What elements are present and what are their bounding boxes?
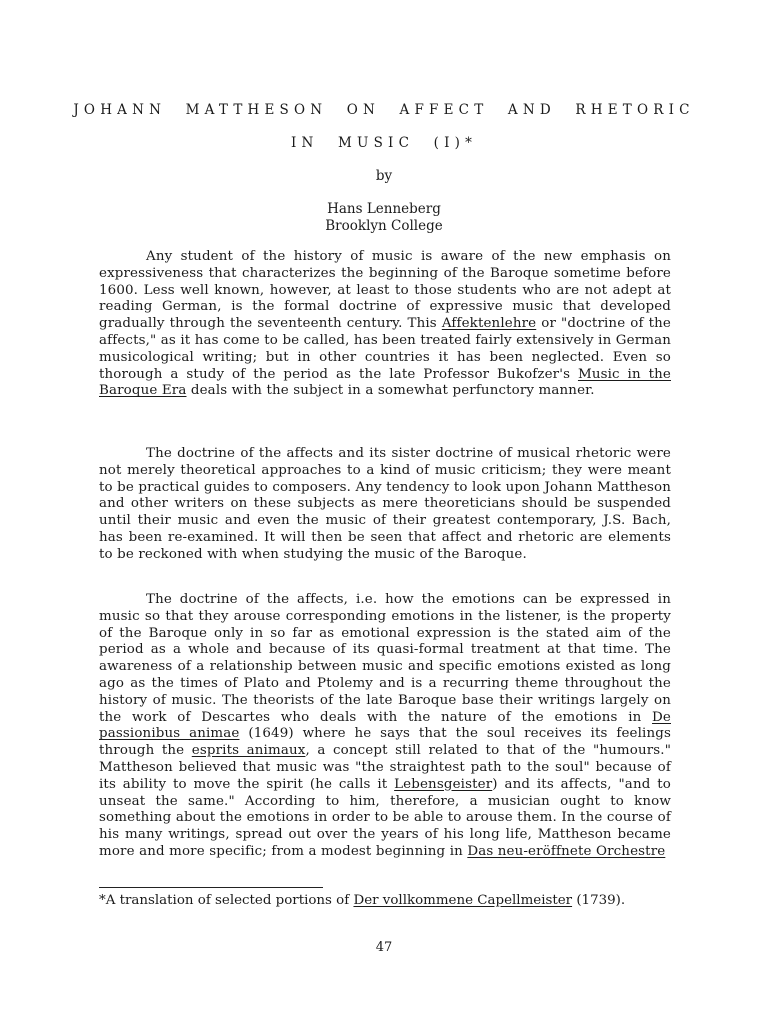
paragraph-3	[99, 592, 671, 861]
term-affektenlehre: Affektenlehre	[441, 316, 537, 332]
footnote-text-a: *A translation of selected portions of	[99, 893, 354, 908]
footnote-text-b: (1739).	[572, 893, 626, 908]
term-lebensgeister: Lebensgeister	[394, 776, 493, 792]
paragraph-1-text-c: deals with the subject in a somewhat perfunctory manner.	[186, 383, 595, 399]
paragraph-3-text-a: The doctrine of the affects, i.e. how the emotions can be expressed in music so that they arouse corresponding emotions in the listener, is the property of the Baroque only in so far as emotional expression is the stated aim of the period as a whole and because of its quasi-formal treatment at that time. The awareness of a relationship between music and specific emotions existed as long ago as the times of Plato and Ptolemy and is a recurring theme throughout the history of music. The theorists of the late Baroque base their writings largely on the work of Descartes who deals with the nature of the emotions in	[99, 592, 671, 725]
footnote	[99, 893, 671, 910]
author-name: Hans Lenneberg	[327, 201, 441, 217]
paragraph-1-text-a: Any student of the history of music is aware of the new emphasis on expressiveness that characterizes the beginning of the Baroque sometime before 1600. Less well known, however, at least to those students who are not adept at reading German, is the formal doctrine of expressive music that developed gradually through the seventeenth century. This	[99, 249, 671, 332]
title-music-in-the-baroque-era: Music in the Baroque Era	[99, 366, 671, 399]
paragraph-3-text-d: ) and its affects, "and to unseat the same." According to him, therefore, a musician ought to know something about the emotions in order to be able to arouse them. In the course of his many writings, spread out over the years of his long life, Mattheson became more and more specific; from a modest beginning in	[99, 776, 671, 859]
footnote-rule	[99, 887, 323, 888]
article-title-line1: JOHANN MATTHESON ON AFFECT AND RHETORIC	[73, 102, 695, 118]
paragraph-3-text-b: (1649) where he says that the soul receives its feelings through the	[99, 726, 672, 759]
paragraph-2: The doctrine of the affects and its sister doctrine of musical rhetoric were not merely theoretical approaches to a kind of music criticism; they were meant to be practical guides to composers. Any tendency to look upon Johann Mattheson and other writers on these subjects as mere theoreticians should be suspended until their music and even the music of their greatest contemporary, J.S. Bach, has been re-examined. It will then be seen that affect and rhetoric are elements to be reckoned with when studying the music of the Baroque.	[99, 446, 671, 562]
article-title-line2: IN MUSIC (I)*	[290, 135, 478, 151]
title-de-passionibus-animae: De passionibus animae	[99, 709, 671, 742]
author-affiliation: Brooklyn College	[325, 218, 443, 234]
title-das-neu-eroffnete-orchestre: Das neu-eröffnete Orchestre	[467, 843, 666, 859]
title-der-vollkommene-capellmeister: Der vollkommene Capellmeister	[353, 893, 573, 908]
byline-by: by	[375, 168, 393, 184]
paragraph-3-text-c: , a concept still related to that of the "humours." Mattheson believed that music was "the straightest path to the soul" because of its ability to move the spirit (he calls it	[99, 743, 672, 792]
term-esprits-animaux: esprits animaux	[191, 743, 306, 759]
paragraph-1-text-b: or "doctrine of the affects," as it has come to be called, has been treated fairly extensively in German musicological writing; but in other countries it has been neglected. Even so thorough a study of the period as the late Professor Bukofzer's	[99, 316, 671, 382]
page-number: 47	[375, 940, 393, 955]
paragraph-1	[99, 249, 671, 400]
